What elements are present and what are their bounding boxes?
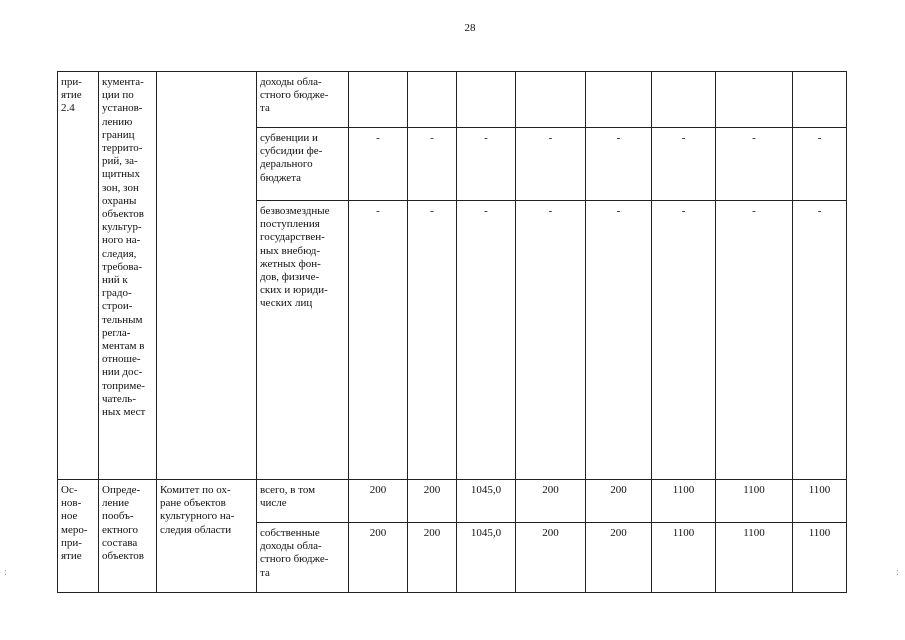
- value-cell: 1100: [652, 480, 716, 523]
- value-cell: 1100: [793, 480, 847, 523]
- value-cell: 200: [408, 480, 457, 523]
- value-cell: [408, 72, 457, 128]
- value-cell: 200: [586, 523, 652, 593]
- value-cell: 200: [516, 480, 586, 523]
- value-cell: [457, 72, 516, 128]
- value-cell: 200: [349, 480, 408, 523]
- value-cell: 1100: [793, 523, 847, 593]
- right-edge-mark: :: [896, 567, 899, 578]
- value-cell: [716, 72, 793, 128]
- value-cell: -: [793, 128, 847, 201]
- value-cell: -: [457, 128, 516, 201]
- event-number-cell: при- ятие 2.4: [58, 72, 99, 480]
- event-number-cell: Ос- нов- ное меро- при- ятие: [58, 480, 99, 593]
- value-cell: -: [716, 201, 793, 480]
- value-cell: 200: [349, 523, 408, 593]
- event-name-cell: кумента- ции по установ- лению границ террито- рий, за- щитных зон, зон охраны объектов культур- ного на- следия, требова- ний к градо- строи- тельным регла- ментам в отноше- нии дос- топриме- чатель- ных мест: [99, 72, 157, 480]
- budget-table: [57, 71, 847, 593]
- value-cell: 200: [516, 523, 586, 593]
- value-cell: -: [652, 201, 716, 480]
- value-cell: [793, 72, 847, 128]
- value-cell: -: [408, 201, 457, 480]
- executor-cell: [157, 72, 257, 480]
- value-cell: 1045,0: [457, 523, 516, 593]
- page-number: 28: [464, 22, 476, 34]
- value-cell: -: [516, 201, 586, 480]
- value-cell: [516, 72, 586, 128]
- value-cell: [586, 72, 652, 128]
- table-row: [58, 480, 847, 523]
- value-cell: [349, 72, 408, 128]
- value-cell: -: [408, 128, 457, 201]
- executor-cell: Комитет по ох- ране объектов культурного на- следия области: [157, 480, 257, 593]
- value-cell: 200: [586, 480, 652, 523]
- event-name-cell: Опреде- ление пообъ- ектного состава объектов: [99, 480, 157, 593]
- value-cell: -: [586, 201, 652, 480]
- value-cell: -: [652, 128, 716, 201]
- value-cell: 200: [408, 523, 457, 593]
- value-cell: 1100: [652, 523, 716, 593]
- value-cell: -: [716, 128, 793, 201]
- value-cell: [652, 72, 716, 128]
- funding-source-cell: безвозмездные поступления государствен- ных внебюд- жетных фон- дов, физиче- ских и юриди- ческих лиц: [257, 201, 349, 480]
- value-cell: -: [793, 201, 847, 480]
- value-cell: 1045,0: [457, 480, 516, 523]
- funding-source-cell: субвенции и субсидии фе- дерального бюджета: [257, 128, 349, 201]
- table-row: [58, 72, 847, 128]
- funding-source-cell: доходы обла- стного бюдже- та: [257, 72, 349, 128]
- value-cell: 1100: [716, 480, 793, 523]
- value-cell: -: [516, 128, 586, 201]
- value-cell: -: [457, 201, 516, 480]
- value-cell: -: [586, 128, 652, 201]
- value-cell: 1100: [716, 523, 793, 593]
- value-cell: -: [349, 128, 408, 201]
- left-edge-mark: :: [4, 567, 7, 578]
- value-cell: -: [349, 201, 408, 480]
- funding-source-cell: всего, в том числе: [257, 480, 349, 523]
- funding-source-cell: собственные доходы обла- стного бюдже- та: [257, 523, 349, 593]
